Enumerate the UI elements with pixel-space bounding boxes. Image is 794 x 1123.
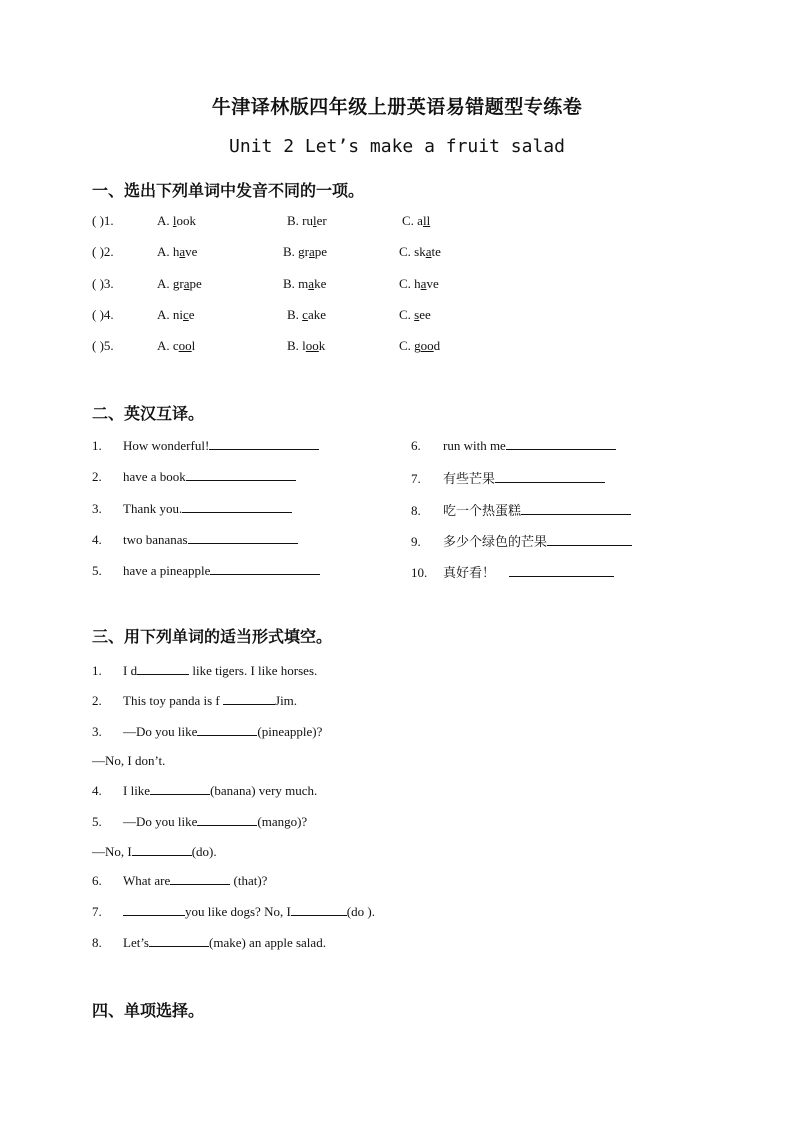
option-b [287,338,325,354]
translation-item [92,437,319,454]
option-text: A. gr [157,276,184,291]
fill-blank-item [92,782,317,799]
translation-item [411,437,616,454]
item-text: How wonderful! [123,438,210,453]
translation-item [411,468,605,487]
option-text: ve [185,244,198,259]
underlined-letters: s [414,307,420,322]
option-a [157,307,195,323]
answer-blank[interactable] [547,533,632,546]
item-text: 吃一个热蛋糕 [443,504,522,519]
item-number: 7. [92,904,102,919]
question-number: ( )5. [92,338,114,353]
item-text: like tigers. I like horses. [189,663,318,678]
option-text: pe [314,244,328,259]
phonics-question-row [92,213,114,229]
underlined-letters: a [425,244,432,259]
option-c [399,276,439,292]
item-number: 2. [92,693,102,708]
option-a [157,338,195,354]
option-b [287,307,326,323]
option-text: A. h [157,244,180,259]
item-text: (do ). [346,904,375,919]
translation-item [92,500,292,517]
page-subtitle: Unit 2 Let’s make a fruit salad [229,136,565,157]
option-text: A. c [157,338,179,353]
option-text: ve [426,276,439,291]
item-text: (banana) very much. [210,783,318,798]
translation-item [92,562,320,579]
underlined-letters: a [420,276,427,291]
underlined-letters: a [179,244,186,259]
section1-heading: 一、选出下列单词中发音不同的一项。 [92,181,365,200]
item-text: have a book [123,469,186,484]
option-text: C. h [399,276,421,291]
fill-blank-item [92,813,307,830]
option-text: pe [189,276,202,291]
option-text: ook [176,213,197,228]
translation-item [411,531,632,550]
translation-item [411,562,614,581]
fill-blank-item [92,843,217,860]
answer-blank[interactable] [521,502,631,515]
item-text: —Do you like [123,724,198,739]
underlined-letters: l [313,213,317,228]
section3-heading: 三、用下列单词的适当形式填空。 [92,627,333,646]
item-number: 3. [92,724,102,739]
underlined-letters: c [302,307,308,322]
underlined-letters: oo [178,338,192,353]
answer-blank[interactable] [509,564,614,577]
option-text: e [188,307,195,322]
option-c [399,338,440,354]
option-b [283,244,327,260]
question-number: ( )4. [92,307,114,322]
item-number: 7. [411,471,421,486]
item-number: 8. [411,503,421,518]
option-text: A. [157,213,173,228]
item-text: run with me [443,438,506,453]
underlined-letters: ll [422,213,431,228]
item-text: (mango)? [257,814,308,829]
question-number: ( )1. [92,213,114,228]
option-text: B. gr [283,244,309,259]
option-text: C. a [402,213,423,228]
option-text: d [433,338,441,353]
section4-heading: 四、单项选择。 [92,1001,205,1020]
option-a [157,276,202,292]
answer-blank[interactable] [123,903,185,916]
question-number: ( )3. [92,276,114,291]
item-number: 10. [411,565,428,580]
section2-heading: 二、英汉互译。 [92,404,205,423]
underlined-letters: a [183,276,190,291]
option-text: A. ni [157,307,183,322]
item-text: What are [123,873,171,888]
fill-blank-item [92,662,317,679]
item-number: 8. [92,935,102,950]
answer-blank[interactable] [186,468,296,481]
answer-blank[interactable] [209,437,319,450]
translation-item [411,500,631,519]
answer-blank[interactable] [197,723,257,736]
page-title: 牛津译林版四年级上册英语易错题型专练卷 [211,96,583,118]
item-text: (do). [191,844,217,859]
item-number: 6. [411,438,421,453]
option-text: k [318,338,326,353]
item-text: you like dogs? No, I [185,904,291,919]
option-text: C. sk [399,244,426,259]
item-text: (that)? [230,873,268,888]
item-number: 9. [411,534,421,549]
answer-blank[interactable] [149,934,209,947]
item-text: Thank you. [123,501,183,516]
item-number: 4. [92,532,102,547]
option-b [283,276,326,292]
fill-blank-item [92,872,267,889]
answer-blank[interactable] [170,872,230,885]
item-text: This toy panda is f [123,693,224,708]
item-text: I like [123,783,151,798]
option-text: C. g [399,338,421,353]
option-a [157,244,197,260]
answer-blank[interactable] [291,903,347,916]
option-text: B. [287,307,303,322]
item-text: 真好看！ [443,566,496,581]
question-number: ( )2. [92,244,114,259]
item-text: (make) an apple salad. [209,935,326,950]
translation-item [92,531,298,548]
answer-blank[interactable] [506,437,616,450]
underlined-letters: a [308,276,315,291]
option-c [399,244,441,260]
option-c [399,307,431,323]
option-a [157,213,196,229]
option-text: C. [399,307,415,322]
item-number: 1. [92,663,102,678]
phonics-question-row [92,307,114,323]
option-text: l [191,338,196,353]
fill-blank-item [92,692,297,709]
item-text: (pineapple)? [257,724,323,739]
item-text: have a pineapple [123,563,211,578]
option-text: B. l [287,338,306,353]
item-number: 6. [92,873,102,888]
option-text: ee [419,307,431,322]
option-text: er [316,213,327,228]
answer-blank[interactable] [188,531,298,544]
option-text: B. ru [287,213,313,228]
item-number: 5. [92,563,102,578]
answer-blank[interactable] [182,500,292,513]
answer-blank[interactable] [495,470,605,483]
option-text: ke [314,276,327,291]
item-text: two bananas [123,532,188,547]
fill-blank-item [92,753,165,769]
underlined-letters: l [172,213,177,228]
item-text: Let’s [123,935,149,950]
fill-blank-item [92,903,375,920]
underlined-letters: oo [420,338,434,353]
answer-blank[interactable] [150,782,210,795]
item-number: 1. [92,438,102,453]
item-number: 4. [92,783,102,798]
option-c [402,213,430,229]
item-text: 有些芒果 [443,472,496,487]
answer-blank[interactable] [210,562,320,575]
option-text: te [431,244,441,259]
option-text: ake [307,307,326,322]
underlined-letters: oo [305,338,319,353]
item-text: Jim. [275,693,298,708]
phonics-question-row [92,276,114,292]
item-text: I d [123,663,138,678]
option-text: B. m [283,276,309,291]
option-b [287,213,327,229]
fill-blank-item [92,934,326,951]
item-number: 3. [92,501,102,516]
answer-blank[interactable] [137,662,189,675]
item-number: 2. [92,469,102,484]
underlined-letters: a [309,244,315,259]
translation-item [92,468,296,485]
item-text: —No, I don’t. [92,753,166,768]
fill-blank-item [92,723,322,740]
answer-blank[interactable] [132,843,192,856]
item-text: —No, I [92,844,132,859]
answer-blank[interactable] [223,692,275,705]
answer-blank[interactable] [197,813,257,826]
phonics-question-row [92,338,114,354]
phonics-question-row [92,244,114,260]
underlined-letters: c [183,307,189,322]
item-text: 多少个绿色的芒果 [443,535,548,550]
item-text: —Do you like [123,814,198,829]
item-number: 5. [92,814,102,829]
